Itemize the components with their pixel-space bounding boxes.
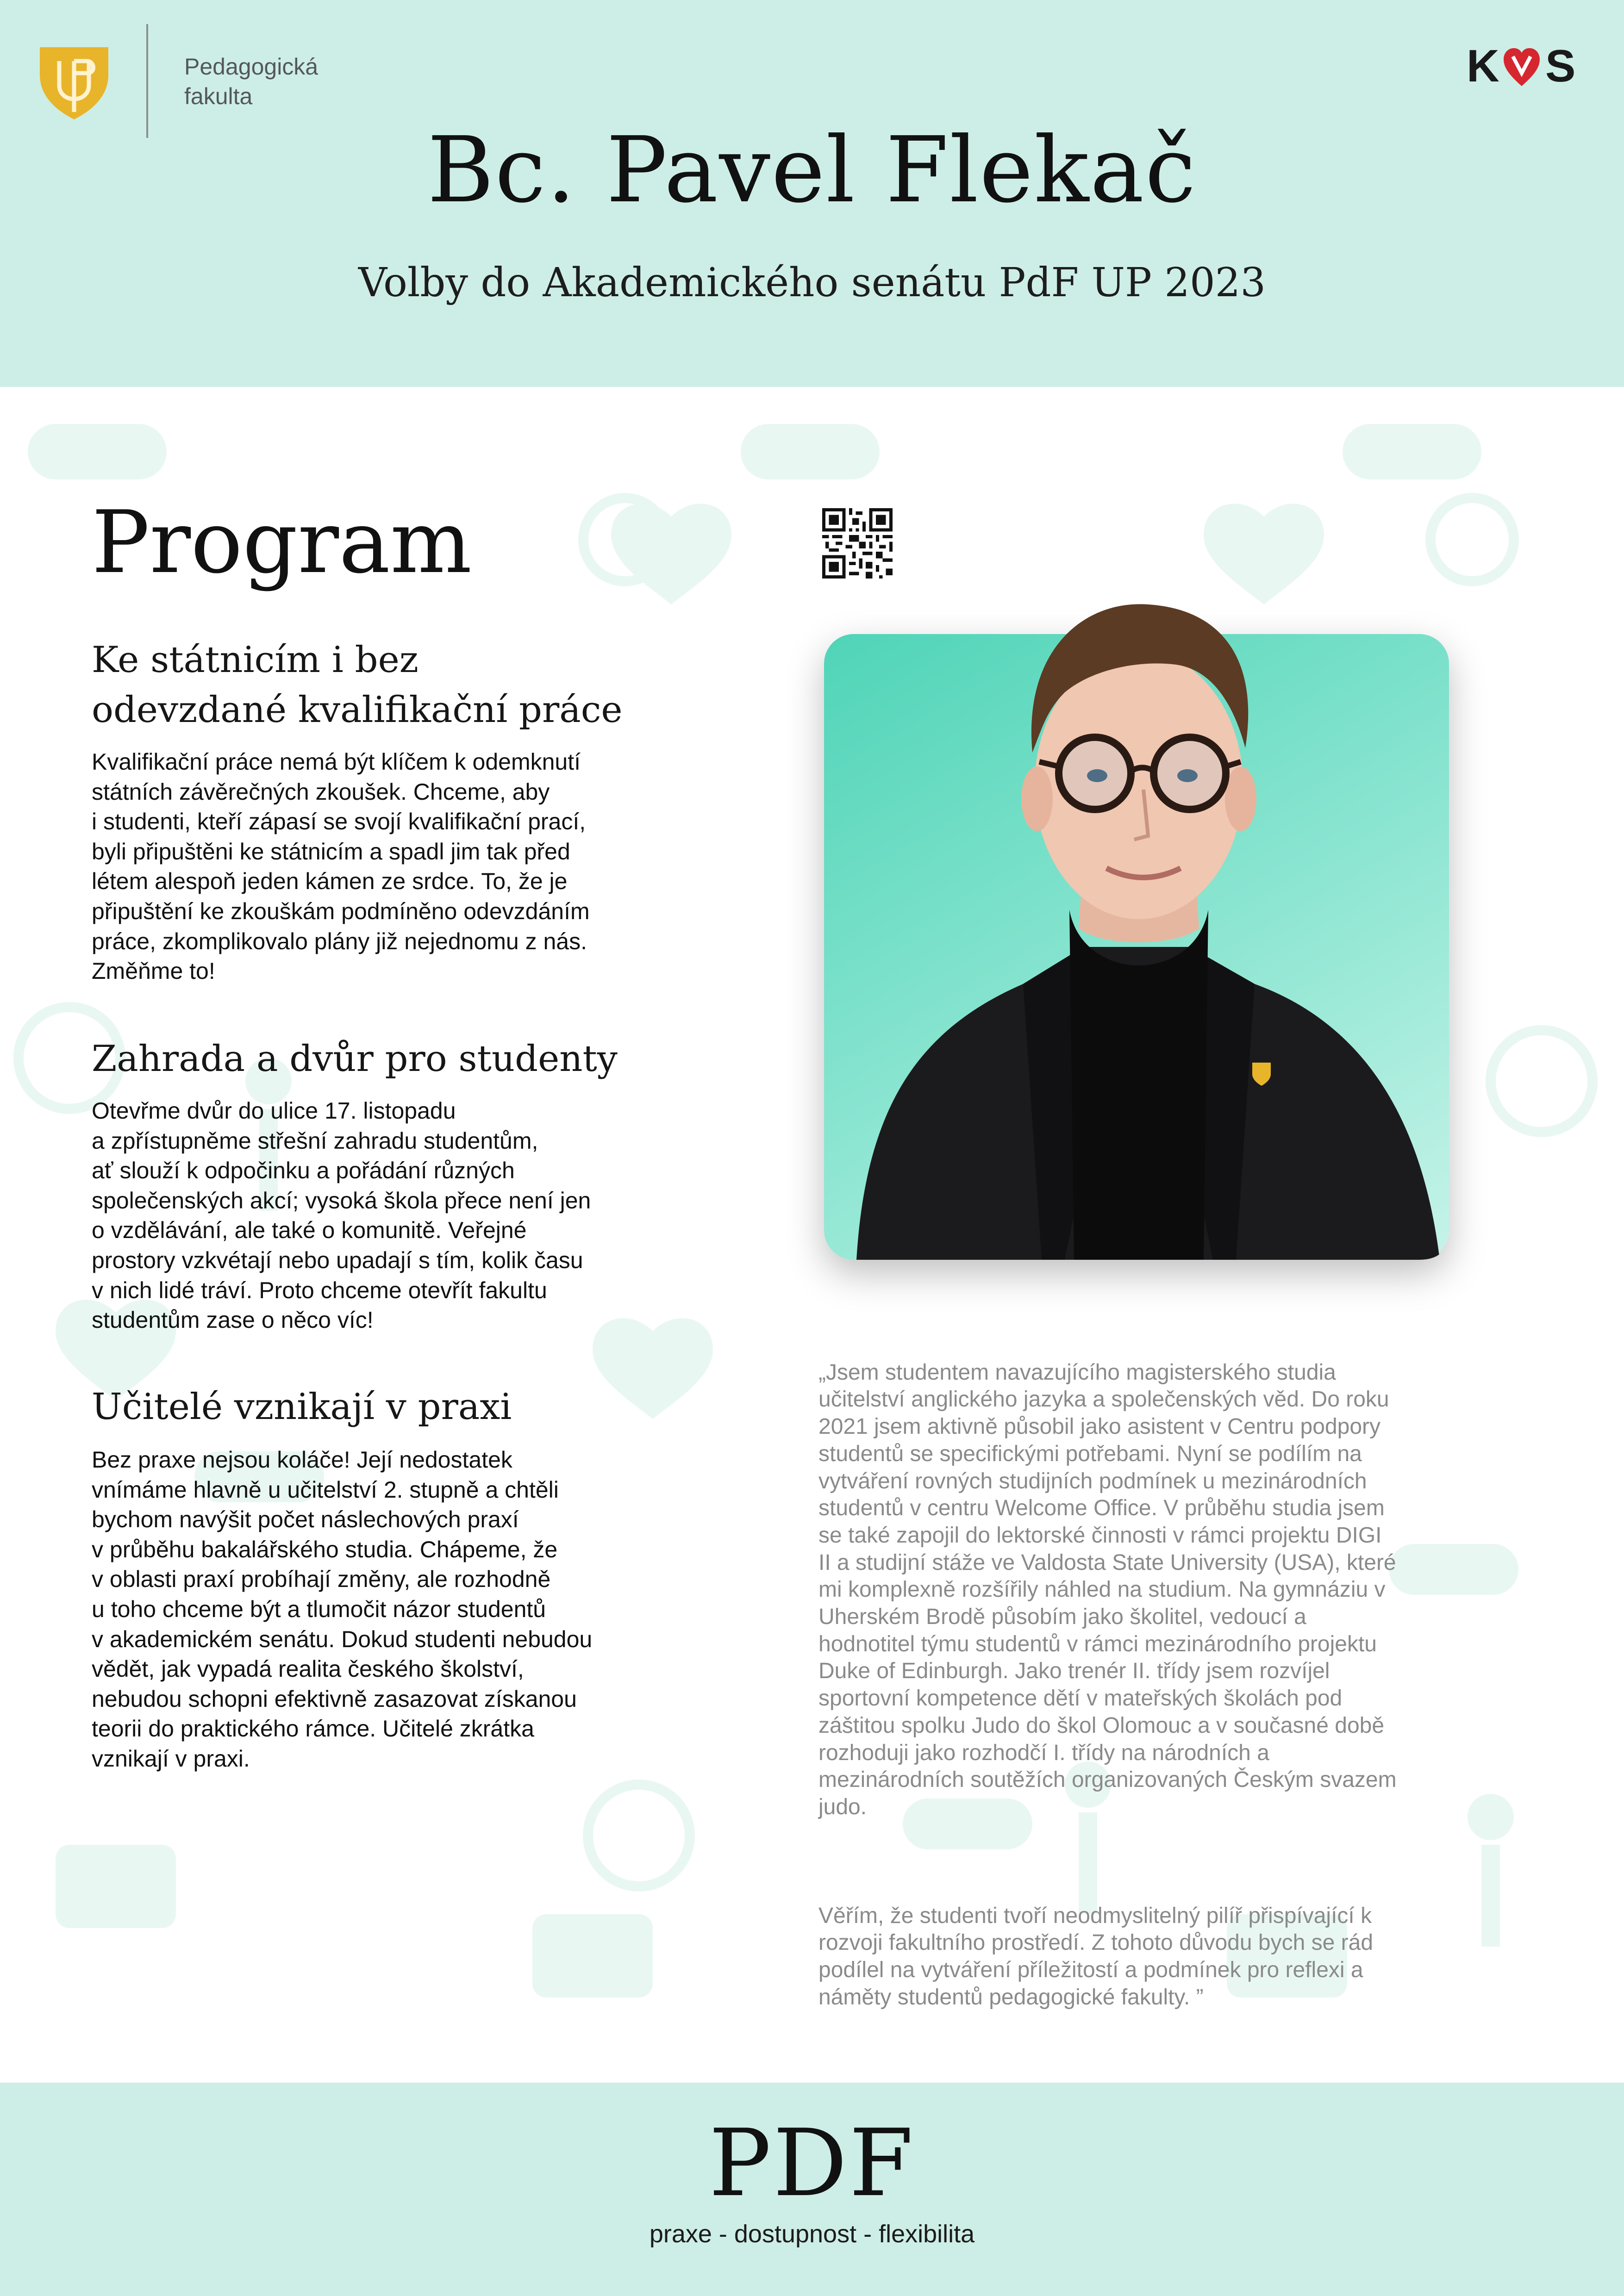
section-body-state-exams: Kvalifikační práce nemá být klíčem k odemknutí státních závěrečných zkoušek. Chceme, aby i studenti, kteří zápasí se svojí kvalifikační prací, byli připuštěni ke státnicím a spadl jim tak před létem alespoň jeden kámen ze srdce. To, že je připuštění ke zkouškám podmíněno odevzdáním práce, zkomplikovalo plány již nejednomu z nás. Změňme to! xyxy=(92,749,590,984)
heart-icon xyxy=(1503,47,1541,87)
section-title-state-exams xyxy=(92,635,693,735)
kus-logo xyxy=(1467,41,1582,91)
section-body-garden: Otevřme dvůr do ulice 17. listopadu a zpřístupněme střešní zahradu studentům, ať slouží k odpočinku a pořádání různých společenských akcí; vysoká škola přece není jen o vzdělávání, ale také o komunitě. Veřejné prostory vzkvétají nebo upadají s tím, kolik času v nich lidé tráví. Proto chceme otevřít fakultu studentům zase o něco víc! xyxy=(92,1098,591,1333)
faculty-name-line1: Pedagogická xyxy=(184,54,319,80)
program-heading: Program xyxy=(92,492,472,592)
footer-tagline: praxe - dostupnost - flexibilita xyxy=(649,2220,975,2248)
kus-logo-letter-k: K xyxy=(1467,40,1499,91)
election-subtitle: Volby do Akademického senátu PdF UP 2023 xyxy=(358,260,1266,306)
section-title-line: odevzdané kvalifikační práce xyxy=(92,689,623,731)
section-title-practice: Učitelé vznikají v praxi xyxy=(92,1386,512,1428)
paragraph-spacer xyxy=(818,1848,1457,1875)
footer-logo: PDF xyxy=(709,2109,915,2217)
candidate-name: Bc. Pavel Flekač xyxy=(427,118,1197,223)
kus-logo-letter-s: S xyxy=(1545,40,1576,91)
section-title-garden: Zahrada a dvůr pro studenty xyxy=(92,1038,618,1080)
section-body-practice: Bez praxe nejsou koláče! Její nedostatek vnímáme hlavně u učitelství 2. stupně a chtěli bychom navýšit počet náslechových praxí v průběhu bakalářského studia. Chápeme, že v oblasti praxí probíhají změny, ale rozhodně u toho chceme být a tlumočit názor studentů v akademickém senátu. Dokud studenti nebudou vědět, jak vypadá realita českého školství, nebudou schopni efektivně zasazovat získanou teorii do praktického rámce. Učitelé zkrátka vznikají v praxi. xyxy=(92,1447,593,1772)
candidate-photo xyxy=(824,530,1449,1260)
section-title-line: Ke státnicím i bez xyxy=(92,639,418,681)
faculty-name xyxy=(184,52,369,111)
bio-paragraph-2: Věřím, že studenti tvoří neodmyslitelný pilíř přispívající k rozvoji fakultního prostředí. Z tohoto důvodu bych se rád podílel na vytváření příležitostí a podmínek pro reflexi a náměty studentů pedagogické fakulty. ” xyxy=(818,1903,1374,2010)
bio-paragraph-1: „Jsem studentem navazujícího magisterského studia učitelství anglického jazyka a společenských věd. Do roku 2021 jsem aktivně působil jako asistent v Centru podpory studentů se specifickými potřebami. Nyní se podílím na vytváření rovných studijních podmínek u mezinárodních studentů v centru Welcome Office. V průběhu studia jsem se také zapojil do lektorské činnosti v rámci projektu DIGI II a studijní stáže ve Valdosta State University (USA), které mi komplexně rozšířily náhled na studium. Na gymnáziu v Uherském Brodě působím jako školitel, vedoucí a hodnotitel týmu studentů v rámci mezinárodního projektu Duke of Edinburgh. Jako trenér II. třídy jsem rozvíjel sportovní kompetence dětí v mateřských školách pod záštitou spolku Judo do škol Olomouc a v současné době rozhoduji jako rozhodčí I. třídy na národních a mezinárodních soutěžích organizovaných Českým svazem judo. xyxy=(818,1360,1397,1819)
candidate-bio xyxy=(818,1332,1457,2038)
university-shield-logo xyxy=(37,43,111,121)
faculty-name-line2: fakulta xyxy=(184,83,253,109)
